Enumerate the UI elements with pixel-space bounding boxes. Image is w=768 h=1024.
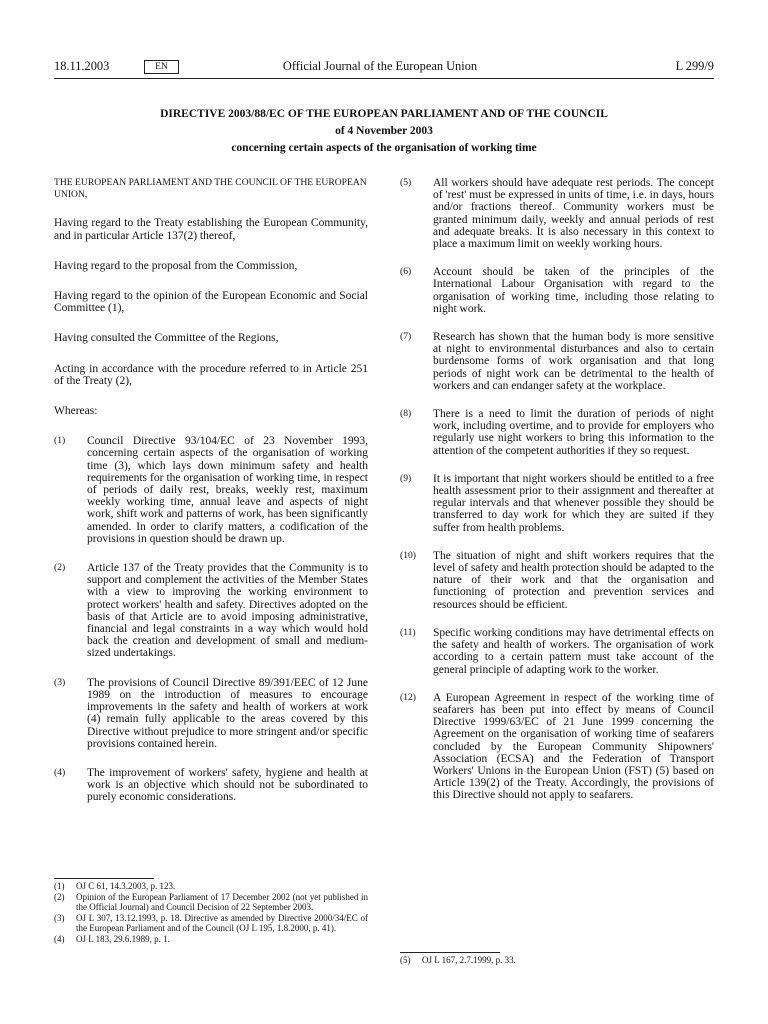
document-title: DIRECTIVE 2003/88/EC OF THE EUROPEAN PARLIAMENT AND OF THE COUNCIL [160, 108, 608, 120]
citation-commission: Having regard to the proposal from the Commission, [54, 259, 298, 272]
citation-regions: Having consulted the Committee of the Regions, [54, 332, 279, 345]
header-date: 18.11.2003 [54, 59, 110, 73]
recital-number: (7) [400, 331, 412, 343]
recital-number: (3) [54, 676, 66, 688]
footnote-number: (3) [54, 912, 65, 923]
recital-text: Specific working conditions may have detrimental effects on the safety and health of workers. The organisation of work according to a certain pattern must take account of the general principle of adapting work to the worker. [433, 626, 714, 676]
footnote-number: (1) [54, 881, 65, 891]
footnote-ref: (4) [87, 713, 101, 726]
footnote-ref: (5) [655, 764, 670, 777]
recital-text [87, 435, 368, 545]
footnote-text: OJ L 167, 2.7.1999, p. 33. [422, 955, 516, 965]
footnote-4 [54, 934, 368, 945]
footnote-ref: (1) [107, 302, 122, 315]
recital-8 [400, 408, 714, 457]
recital-text: Research has shown that the human body is more sensitive at night to environmental disturbances and also to certain burdensome forms of work organisation and that long periods of night work can be detrimental to the health of workers and can endanger safety at the workplace. [433, 331, 714, 392]
language-badge: EN [144, 60, 179, 74]
recital-number: (11) [400, 626, 416, 638]
recital-text [433, 692, 714, 802]
recital-4 [54, 767, 368, 804]
recital-5 [400, 177, 714, 250]
citation-esc-text: Having regard to the opinion of the European Economic and Social Committee [54, 290, 368, 315]
journal-name: Official Journal of the European Union [282, 59, 478, 73]
recital-text [87, 677, 368, 750]
right-column [400, 177, 714, 802]
recital-text-end: based on Article 139(2) of the Treaty. Accordingly, the provisions of this Directive should not apply to seafarers. [433, 764, 714, 802]
recital-number: (9) [400, 472, 412, 484]
recital-6 [400, 266, 714, 315]
footnote-1 [54, 881, 368, 892]
recital-3 [54, 677, 368, 750]
recital-number: (10) [400, 549, 416, 561]
recital-text-end: remain fully applicable to the areas covered by this Directive without prejudice to more stringent and/or specific provisions contained herein. [87, 713, 368, 750]
footnote-text: Opinion of the European Parliament of 17 December 2002 (not yet published in the Official Journal) and Council Decision of 22 September 2003. [76, 891, 368, 913]
footnote-rule-left [54, 878, 154, 879]
recital-text-start: Council Directive 93/104/EC of 23 November 1993, concerning certain aspects of the organisation of working time [87, 435, 368, 472]
recital-text: It is important that night workers should be entitled to a free health assessment prior to their assignment and thereafter at regular intervals and that whenever possible they should be transferred to day work for which they are suited if they suffer from health problems. [433, 472, 714, 534]
whereas-label: Whereas: [54, 405, 98, 418]
recital-7 [400, 331, 714, 392]
footnote-2 [54, 892, 368, 913]
citation-procedure-text: Acting in accordance with the procedure referred to in Article 251 of the Treaty [54, 362, 368, 387]
footnotes-left [54, 881, 368, 945]
recital-number: (2) [54, 562, 66, 574]
footnote-rule-right [400, 952, 500, 953]
recital-text: Article 137 of the Treaty provides that the Community is to support and complement the activities of the Member States with a view to improving the working environment to protect workers' health and safety. Directives adopted on the basis of that Article are to avoid imposing administrative, financial and legal constraints in a way which would hold back the creation and development of small and medium-sized undertakings. [87, 562, 368, 660]
page-reference: L 299/9 [675, 59, 714, 73]
recital-number: (6) [400, 266, 412, 278]
recital-text: There is a need to limit the duration of periods of night work, including overtime, and to provide for employers who regularly use night workers to bring this information to the attention of the competent authorities if they so request. [433, 408, 714, 457]
document-date-line: of 4 November 2003 [335, 125, 433, 137]
recital-text: All workers should have adequate rest periods. The concept of 'rest' must be expressed in units of time, i.e. in days, hours and/or fractions thereof. Community workers must be granted minimum daily, weekly and annual periods of rest and adequate breaks. It is also necessary in this context to place a maximum limit on weekly working hours. [433, 177, 714, 251]
citation-procedure-end: , [129, 374, 132, 387]
recital-9 [400, 473, 714, 534]
footnote-number: (4) [54, 933, 65, 944]
recital-number: (8) [400, 408, 412, 420]
recital-number: (1) [54, 435, 66, 447]
recital-number: (5) [400, 177, 412, 188]
footnote-text: OJ L 307, 13.12.1993, p. 18. Directive as amended by Directive 2000/34/EC of the European Parliament and of the Council (OJ L 195, 1.8.2000, p. 41). [76, 912, 368, 934]
footnote-number: (2) [54, 891, 65, 902]
recital-text-start: The provisions of Council Directive 89/391/EEC of 12 June 1989 on the introduction of measures to encourage improvements in the safety and health of workers at work [87, 676, 368, 714]
recital-number: (12) [400, 691, 416, 703]
footnote-text: OJ L 183, 29.6.1989, p. 1. [76, 933, 170, 944]
footnote-ref: (3) [114, 459, 128, 472]
recital-text: Account should be taken of the principles of the International Labour Organisation with regard to the organisation of working time, including those relating to night work. [433, 266, 714, 315]
header-rule [54, 78, 714, 79]
citation-treaty: Having regard to the Treaty establishing the European Community, and in particular Article 137(2) thereof, [54, 217, 368, 242]
recital-10 [400, 550, 714, 611]
left-column [54, 177, 368, 804]
preamble-authors: THE EUROPEAN PARLIAMENT AND THE COUNCIL OF THE EUROPEAN UNION, [54, 177, 367, 201]
recital-number: (4) [54, 766, 66, 778]
footnotes-right [400, 955, 714, 966]
recital-text: The situation of night and shift workers requires that the level of safety and health protection should be adapted to the nature of their work and that the organisation and functioning of protection and prevention services and resources should be efficient. [433, 549, 714, 611]
footnote-ref: (2) [115, 374, 130, 387]
citation-esc [54, 290, 368, 314]
footnote-number: (5) [400, 955, 411, 965]
document-subject: concerning certain aspects of the organisation of working time [231, 142, 537, 154]
recital-text-start: A European Agreement in respect of the working time of seafarers has been put into effect by means of Council Directive 1999/63/EC of 21 June 1999 concerning the Agreement on the organisation of working time of seafarers concluded by the European Community Shipowners' Association (ECSA) and the Federation of Transport Workers' Unions in the European Union (FST) [433, 691, 714, 777]
recital-11 [400, 627, 714, 676]
recital-12 [400, 692, 714, 802]
citation-procedure [54, 363, 368, 387]
footnote-5 [400, 955, 714, 966]
footnote-3 [54, 913, 368, 934]
recital-1 [54, 435, 368, 545]
recital-text-end: , which lays down minimum safety and health requirements for the organisation of working time, in respect of periods of daily rest, breaks, weekly rest, maximum weekly working time, annual leave and aspects of night work, shift work and patterns of work, has been significantly amended. In order to clarify matters, a codification of the provisions in question should be drawn up. [87, 459, 369, 545]
recital-2 [54, 562, 368, 660]
recital-text: The improvement of workers' safety, hygiene and health at work is an objective which should not be subordinated to purely economic considerations. [87, 766, 368, 804]
footnote-text: OJ C 61, 14.3.2003, p. 123. [76, 881, 176, 891]
citation-esc-end: , [121, 302, 125, 315]
